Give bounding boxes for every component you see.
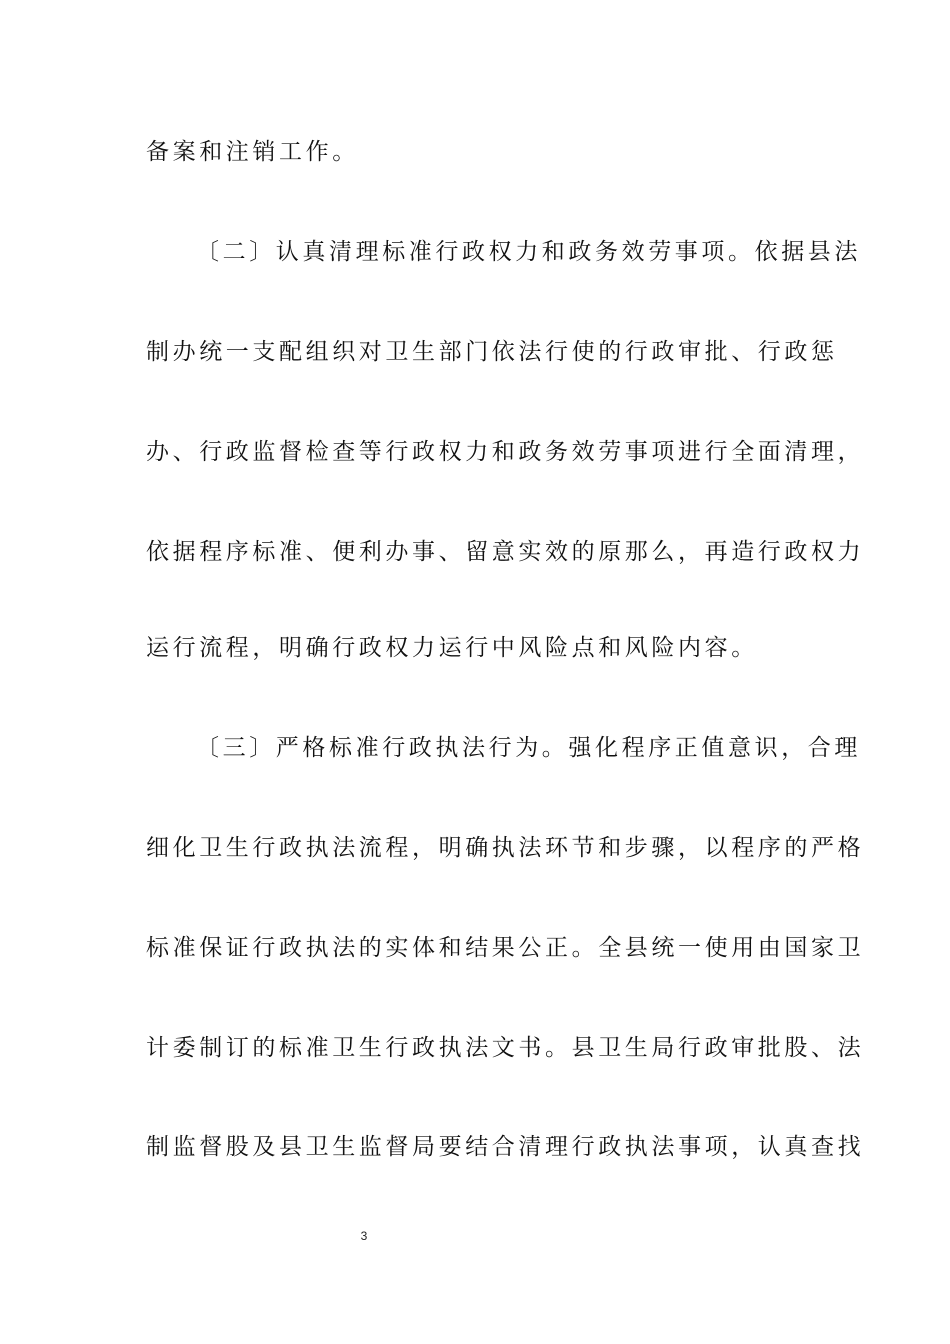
text-line-4: 办、行政监督检查等行政权力和政务效劳事项进行全面清理， — [146, 439, 865, 465]
text-line-9: 标准保证行政执法的实体和结果公正。全县统一使用由国家卫 — [146, 935, 865, 961]
text-line-5: 依据程序标准、便利办事、留意实效的原那么，再造行政权力 — [146, 539, 865, 565]
text-line-10: 计委制订的标准卫生行政执法文书。县卫生局行政审批股、法 — [146, 1035, 865, 1061]
text-line-8: 细化卫生行政执法流程，明确执法环节和步骤，以程序的严格 — [146, 835, 865, 861]
page-number: 3 — [360, 1229, 368, 1243]
text-line-11: 制监督股及县卫生监督局要结合清理行政执法事项，认真查找 — [146, 1134, 865, 1160]
text-line-3: 制办统一支配组织对卫生部门依法行使的行政审批、行政惩 — [146, 339, 838, 365]
text-line-2: 〔二〕认真清理标准行政权力和政务效劳事项。依据县法 — [196, 239, 861, 265]
text-line-6: 运行流程，明确行政权力运行中风险点和风险内容。 — [146, 635, 758, 661]
text-line-1: 备案和注销工作。 — [146, 139, 359, 165]
text-line-7: 〔三〕严格标准行政执法行为。强化程序正值意识，合理 — [196, 735, 861, 761]
